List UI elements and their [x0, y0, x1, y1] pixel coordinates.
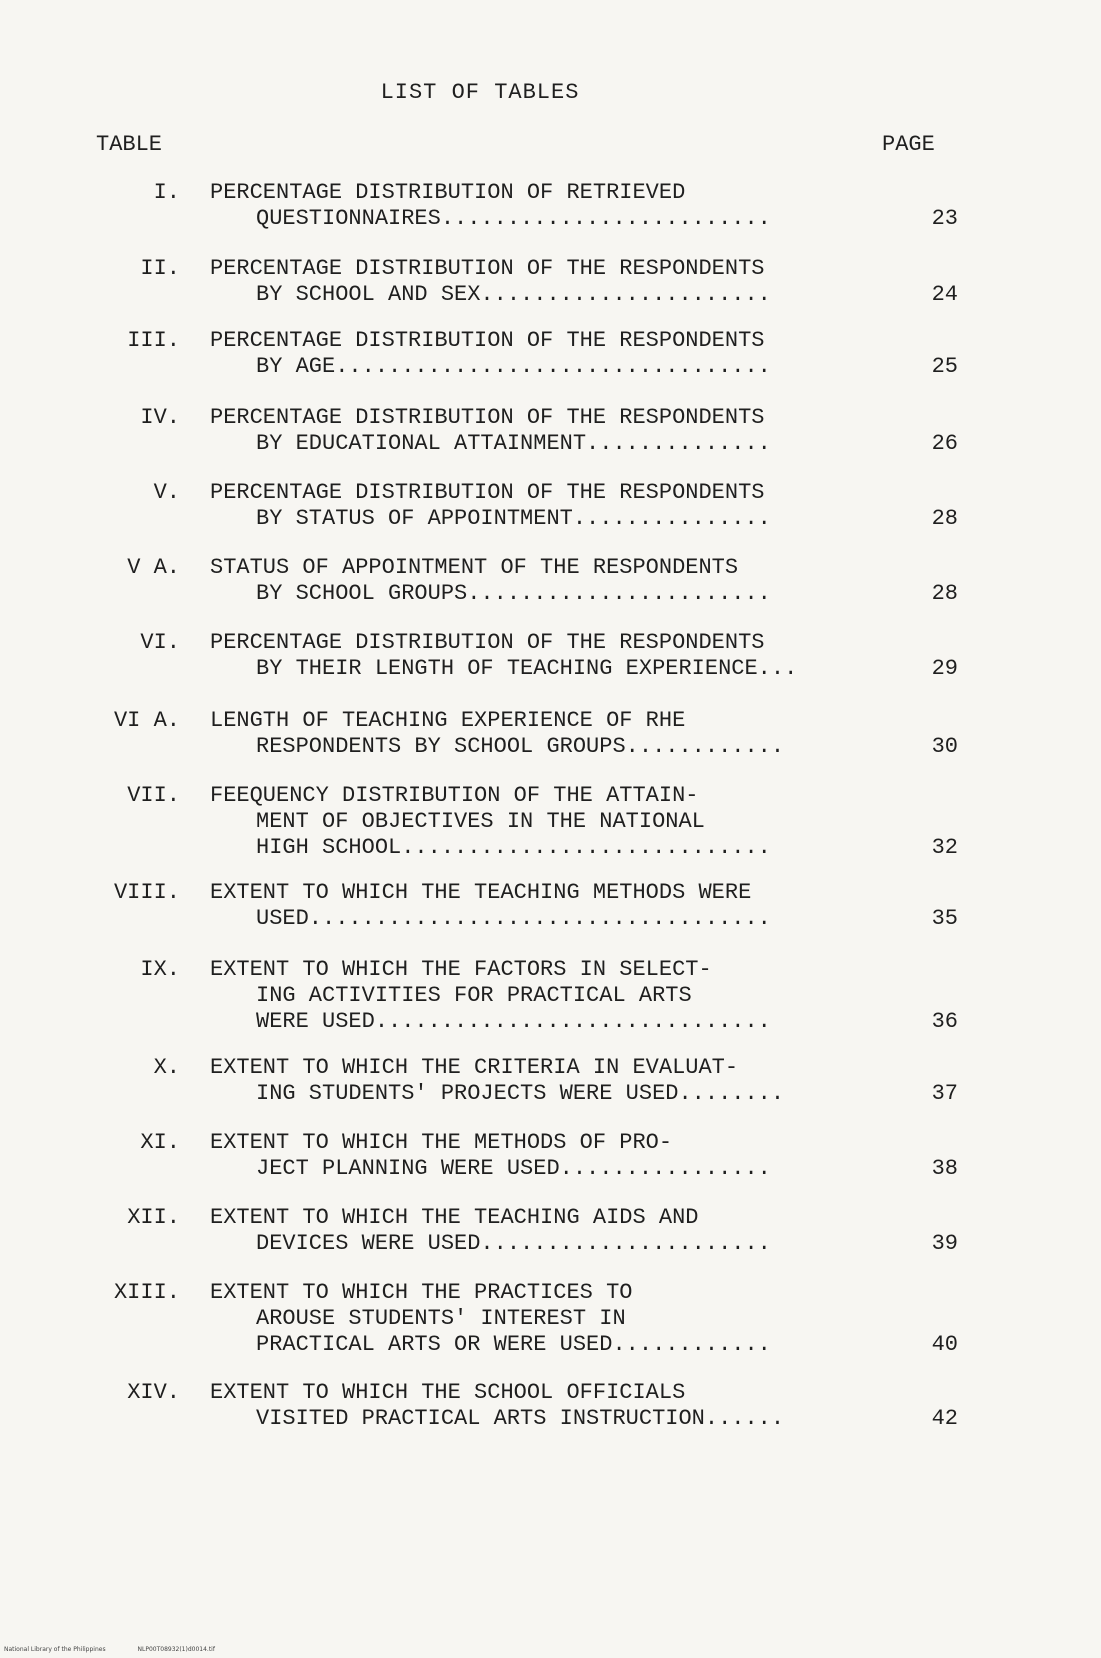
- table-number: XI.: [140, 1130, 180, 1155]
- table-number: IX.: [140, 957, 180, 982]
- table-number: VI.: [140, 630, 180, 655]
- table-title-line: EXTENT TO WHICH THE METHODS OF PRO-: [210, 1130, 673, 1155]
- page-number: 37: [931, 1081, 958, 1106]
- table-title-line: PERCENTAGE DISTRIBUTION OF THE RESPONDENTS: [210, 256, 765, 281]
- table-number: IV.: [140, 405, 180, 430]
- page-title: LIST OF TABLES: [380, 80, 580, 105]
- page-number: 40: [931, 1332, 958, 1357]
- table-number: V A.: [127, 555, 180, 580]
- page-number: 30: [931, 734, 958, 759]
- table-title: [210, 708, 930, 760]
- table-title: [210, 180, 930, 232]
- table-title-line: JECT PLANNING WERE USED................: [256, 1156, 771, 1181]
- table-number: XIII.: [113, 1280, 180, 1305]
- table-title-line: EXTENT TO WHICH THE TEACHING METHODS WERE: [210, 880, 752, 905]
- table-title-line: EXTENT TO WHICH THE TEACHING AIDS AND: [210, 1205, 699, 1230]
- table-title-line: PERCENTAGE DISTRIBUTION OF THE RESPONDENTS: [210, 480, 765, 505]
- table-number: VIII.: [113, 880, 180, 905]
- page-number: 23: [931, 206, 958, 231]
- table-number: II.: [140, 256, 180, 281]
- table-title-line: AROUSE STUDENTS' INTEREST IN: [256, 1306, 626, 1331]
- page-number: 38: [931, 1156, 958, 1181]
- table-title: [210, 957, 930, 1035]
- table-title-line: ING ACTIVITIES FOR PRACTICAL ARTS: [256, 983, 692, 1008]
- page-number: 28: [931, 581, 958, 606]
- table-title: [210, 555, 930, 607]
- table-title-line: STATUS OF APPOINTMENT OF THE RESPONDENTS: [210, 555, 739, 580]
- table-title: [210, 880, 930, 932]
- table-title: [210, 1205, 930, 1257]
- table-title-line: BY AGE.................................: [256, 354, 771, 379]
- table-title-line: DEVICES WERE USED......................: [256, 1231, 771, 1256]
- table-title-line: QUESTIONNAIRES.........................: [256, 206, 771, 231]
- table-title-line: PRACTICAL ARTS OR WERE USED............: [256, 1332, 771, 1357]
- table-title: [210, 405, 930, 457]
- table-title-line: USED...................................: [256, 906, 771, 931]
- table-title-line: HIGH SCHOOL............................: [256, 835, 771, 860]
- table-column-heading: TABLE: [96, 132, 163, 157]
- table-title-line: PERCENTAGE DISTRIBUTION OF RETRIEVED: [210, 180, 686, 205]
- table-number: X.: [153, 1055, 180, 1080]
- table-title-line: EXTENT TO WHICH THE FACTORS IN SELECT-: [210, 957, 712, 982]
- table-title-line: PERCENTAGE DISTRIBUTION OF THE RESPONDENTS: [210, 630, 765, 655]
- table-title-line: BY THEIR LENGTH OF TEACHING EXPERIENCE...: [256, 656, 798, 681]
- table-title: [210, 1055, 930, 1107]
- table-title-line: RESPONDENTS BY SCHOOL GROUPS............: [256, 734, 785, 759]
- table-number: I.: [153, 180, 180, 205]
- table-title-line: BY SCHOOL GROUPS.......................: [256, 581, 771, 606]
- table-title-line: BY SCHOOL AND SEX......................: [256, 282, 771, 307]
- table-title-line: LENGTH OF TEACHING EXPERIENCE OF RHE: [210, 708, 686, 733]
- table-title-line: PERCENTAGE DISTRIBUTION OF THE RESPONDENTS: [210, 328, 765, 353]
- page-number: 36: [931, 1009, 958, 1034]
- table-title: [210, 1280, 930, 1358]
- scan-footer: [4, 1646, 245, 1653]
- page-number: 35: [931, 906, 958, 931]
- footer-library: National Library of the Philippines: [4, 1646, 106, 1653]
- table-title: [210, 630, 930, 682]
- table-title-line: PERCENTAGE DISTRIBUTION OF THE RESPONDENTS: [210, 405, 765, 430]
- page-number: 25: [931, 354, 958, 379]
- table-title: [210, 256, 930, 308]
- table-number: XIV.: [127, 1380, 180, 1405]
- table-title-line: BY STATUS OF APPOINTMENT...............: [256, 506, 771, 531]
- table-number: VI A.: [113, 708, 180, 733]
- table-title-line: MENT OF OBJECTIVES IN THE NATIONAL: [256, 809, 705, 834]
- table-title-line: EXTENT TO WHICH THE PRACTICES TO: [210, 1280, 633, 1305]
- page-number: 29: [931, 656, 958, 681]
- table-number: XII.: [127, 1205, 180, 1230]
- page-number: 32: [931, 835, 958, 860]
- table-title: [210, 328, 930, 380]
- page-number: 24: [931, 282, 958, 307]
- table-title-line: EXTENT TO WHICH THE CRITERIA IN EVALUAT-: [210, 1055, 739, 1080]
- table-title: [210, 783, 930, 861]
- table-number: III.: [127, 328, 180, 353]
- footer-filename: NLP00T08932(1)d0014.tif: [137, 1646, 215, 1653]
- page-number: 42: [931, 1406, 958, 1431]
- table-title: [210, 1380, 930, 1432]
- table-title-line: VISITED PRACTICAL ARTS INSTRUCTION......: [256, 1406, 785, 1431]
- table-title-line: WERE USED..............................: [256, 1009, 771, 1034]
- table-title-line: FEEQUENCY DISTRIBUTION OF THE ATTAIN-: [210, 783, 699, 808]
- table-number: VII.: [127, 783, 180, 808]
- table-number: V.: [153, 480, 180, 505]
- table-title-line: BY EDUCATIONAL ATTAINMENT..............: [256, 431, 771, 456]
- table-title: [210, 480, 930, 532]
- page-number: 28: [931, 506, 958, 531]
- page-column-heading: PAGE: [882, 132, 935, 157]
- page-number: 26: [931, 431, 958, 456]
- table-title-line: ING STUDENTS' PROJECTS WERE USED........: [256, 1081, 785, 1106]
- page-number: 39: [931, 1231, 958, 1256]
- table-title: [210, 1130, 930, 1182]
- table-title-line: EXTENT TO WHICH THE SCHOOL OFFICIALS: [210, 1380, 686, 1405]
